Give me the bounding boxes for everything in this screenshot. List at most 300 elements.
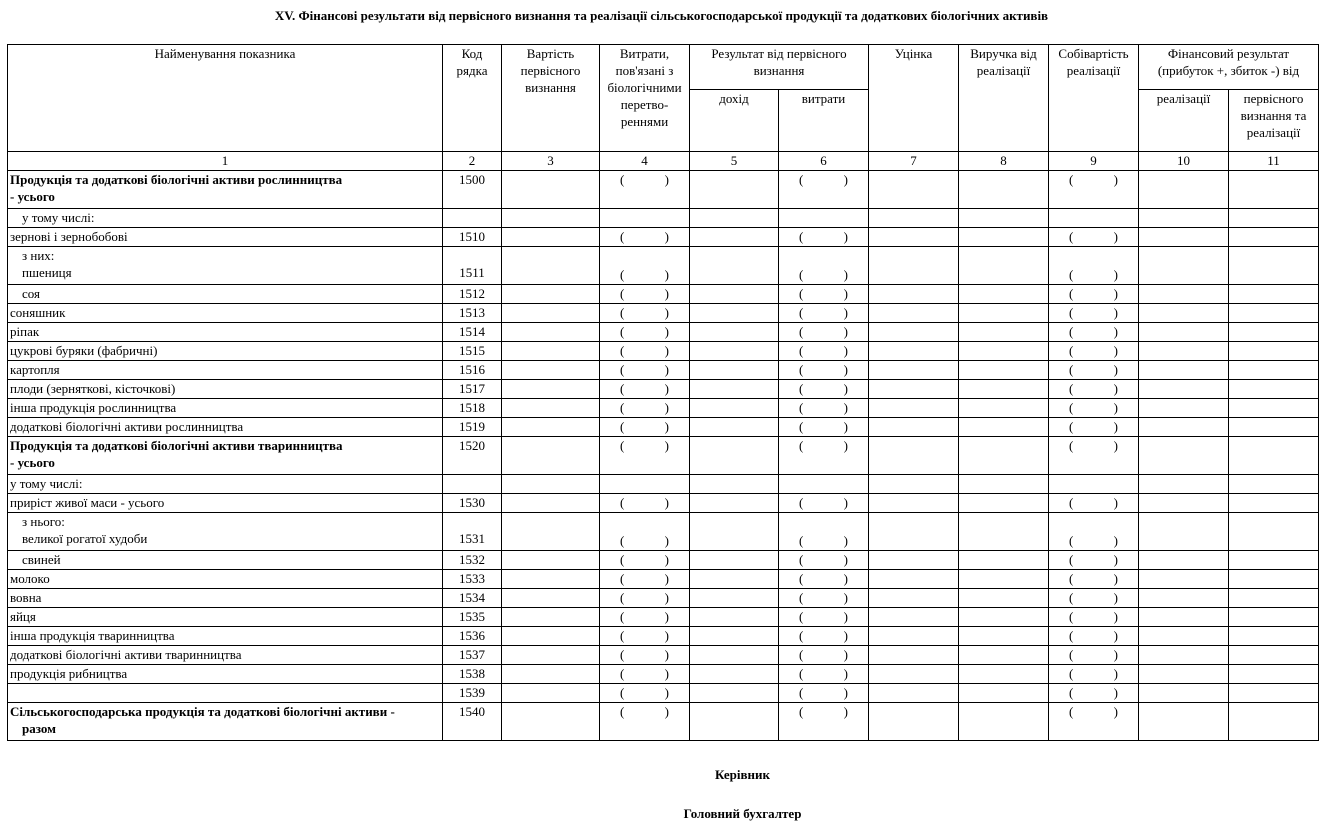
value-cell-col-6[interactable]: [779, 665, 869, 684]
value-cell-col-8[interactable]: [959, 646, 1049, 665]
value-cell-col-4[interactable]: [600, 684, 690, 703]
value-cell-col-4[interactable]: [600, 285, 690, 304]
value-cell-col-5[interactable]: [690, 247, 779, 285]
value-cell-col-5[interactable]: [690, 285, 779, 304]
value-cell-col-8[interactable]: [959, 418, 1049, 437]
value-cell-col-3[interactable]: [502, 399, 600, 418]
row-label-continued: - усього: [10, 455, 55, 470]
value-cell-col-7[interactable]: [869, 342, 959, 361]
negative-value-brackets: [781, 589, 866, 606]
row-code: 1514: [459, 324, 485, 339]
value-cell-col-6[interactable]: [779, 589, 869, 608]
negative-value-brackets: [602, 570, 687, 587]
value-cell-col-7[interactable]: [869, 665, 959, 684]
value-cell-col-6[interactable]: [779, 703, 869, 741]
value-cell-col-8[interactable]: [959, 361, 1049, 380]
value-cell-col-8[interactable]: [959, 304, 1049, 323]
value-cell-col-10[interactable]: [1139, 247, 1229, 285]
value-cell-col-9[interactable]: [1049, 228, 1139, 247]
value-cell-col-5[interactable]: [690, 399, 779, 418]
value-cell-col-6[interactable]: [779, 494, 869, 513]
value-cell-col-11[interactable]: [1229, 589, 1319, 608]
row-label-continued: великої рогатої худоби: [22, 531, 148, 546]
value-cell-col-8[interactable]: [959, 342, 1049, 361]
negative-value-brackets: [781, 551, 866, 568]
value-cell-col-9[interactable]: [1049, 304, 1139, 323]
value-cell-col-7[interactable]: [869, 646, 959, 665]
value-cell-col-4[interactable]: [600, 418, 690, 437]
value-cell-col-3[interactable]: [502, 513, 600, 551]
value-cell-col-3[interactable]: [502, 551, 600, 570]
value-cell-col-3[interactable]: [502, 228, 600, 247]
open-bracket: (: [799, 324, 804, 339]
value-cell-col-9[interactable]: [1049, 399, 1139, 418]
value-cell-col-4[interactable]: [600, 608, 690, 627]
row-label: Продукція та додаткові біологічні активи рослинництва: [10, 172, 343, 187]
value-cell-col-6[interactable]: [779, 399, 869, 418]
header-result-group: Результат від первісного визнання: [690, 45, 869, 90]
value-cell-col-11[interactable]: [1229, 646, 1319, 665]
value-cell-col-7[interactable]: [869, 513, 959, 551]
value-cell-col-11[interactable]: [1229, 551, 1319, 570]
value-cell-col-3[interactable]: [502, 437, 600, 475]
value-cell-col-6[interactable]: [779, 380, 869, 399]
value-cell-col-6[interactable]: [779, 171, 869, 209]
table-row: [8, 627, 1319, 646]
value-cell-col-10[interactable]: [1139, 570, 1229, 589]
value-cell-col-4[interactable]: [600, 342, 690, 361]
value-cell-col-10[interactable]: [1139, 304, 1229, 323]
value-cell-col-5[interactable]: [690, 608, 779, 627]
value-cell-col-3[interactable]: [502, 285, 600, 304]
close-bracket: ): [843, 286, 848, 301]
row-code: 1520: [459, 438, 485, 453]
value-cell-col-11[interactable]: [1229, 513, 1319, 551]
value-cell-col-10[interactable]: [1139, 589, 1229, 608]
value-cell-col-10[interactable]: [1139, 646, 1229, 665]
open-bracket: (: [1069, 381, 1074, 396]
value-cell-col-11[interactable]: [1229, 665, 1319, 684]
value-cell-col-11[interactable]: [1229, 304, 1319, 323]
value-cell-col-7[interactable]: [869, 551, 959, 570]
value-cell-col-11[interactable]: [1229, 399, 1319, 418]
value-cell-col-9[interactable]: [1049, 437, 1139, 475]
value-cell-col-5[interactable]: [690, 684, 779, 703]
value-cell-col-8[interactable]: [959, 228, 1049, 247]
column-number: 2: [443, 152, 502, 171]
value-cell-col-7[interactable]: [869, 304, 959, 323]
value-cell-col-3[interactable]: [502, 570, 600, 589]
row-code: 1510: [459, 229, 485, 244]
header-income: дохід: [690, 90, 779, 152]
value-cell-col-7[interactable]: [869, 589, 959, 608]
value-cell-col-9[interactable]: [1049, 570, 1139, 589]
value-cell-col-4[interactable]: [600, 247, 690, 285]
value-cell-col-8[interactable]: [959, 437, 1049, 475]
value-cell-col-10[interactable]: [1139, 513, 1229, 551]
value-cell-col-5[interactable]: [690, 342, 779, 361]
value-cell-col-6[interactable]: [779, 627, 869, 646]
value-cell-col-6[interactable]: [779, 684, 869, 703]
value-cell-col-7[interactable]: [869, 380, 959, 399]
value-cell-col-9[interactable]: [1049, 684, 1139, 703]
value-cell-col-4[interactable]: [600, 665, 690, 684]
value-cell-col-10[interactable]: [1139, 684, 1229, 703]
value-cell-col-5[interactable]: [690, 304, 779, 323]
row-label: цукрові буряки (фабричні): [10, 343, 158, 358]
value-cell-col-4[interactable]: [600, 703, 690, 741]
value-cell-col-6[interactable]: [779, 437, 869, 475]
negative-value-brackets: [602, 551, 687, 568]
negative-value-brackets: [602, 589, 687, 606]
value-cell-col-11[interactable]: [1229, 247, 1319, 285]
value-cell-col-3[interactable]: [502, 589, 600, 608]
negative-value-brackets: [781, 304, 866, 321]
value-cell-col-5[interactable]: [690, 646, 779, 665]
value-cell-col-4[interactable]: [600, 646, 690, 665]
close-bracket: ): [843, 704, 848, 719]
value-cell-col-9[interactable]: [1049, 171, 1139, 209]
value-cell-col-10[interactable]: [1139, 171, 1229, 209]
open-bracket: (: [1069, 590, 1074, 605]
value-cell-col-7[interactable]: [869, 247, 959, 285]
value-cell-col-11[interactable]: [1229, 570, 1319, 589]
open-bracket: (: [1069, 343, 1074, 358]
value-cell-col-11[interactable]: [1229, 228, 1319, 247]
value-cell-col-11[interactable]: [1229, 361, 1319, 380]
value-cell-col-9[interactable]: [1049, 342, 1139, 361]
value-cell-col-8[interactable]: [959, 285, 1049, 304]
value-cell-col-8[interactable]: [959, 513, 1049, 551]
close-bracket: ): [1113, 609, 1118, 624]
value-cell-col-4[interactable]: [600, 494, 690, 513]
value-cell-col-11[interactable]: [1229, 285, 1319, 304]
value-cell-col-11[interactable]: [1229, 608, 1319, 627]
value-cell-col-7[interactable]: [869, 399, 959, 418]
negative-value-brackets: [781, 570, 866, 587]
column-number: 8: [959, 152, 1049, 171]
value-cell-col-3[interactable]: [502, 209, 600, 228]
negative-value-brackets: [1051, 361, 1136, 378]
value-cell-col-6[interactable]: [779, 513, 869, 551]
value-cell-col-11[interactable]: [1229, 684, 1319, 703]
value-cell-col-4[interactable]: [600, 399, 690, 418]
value-cell-col-7[interactable]: [869, 494, 959, 513]
close-bracket: ): [664, 305, 669, 320]
value-cell-col-10[interactable]: [1139, 380, 1229, 399]
value-cell-col-3[interactable]: [502, 684, 600, 703]
value-cell-col-3[interactable]: [502, 380, 600, 399]
value-cell-col-7[interactable]: [869, 627, 959, 646]
value-cell-col-5[interactable]: [690, 589, 779, 608]
row-name-cell: [8, 228, 443, 247]
value-cell-col-6[interactable]: [779, 304, 869, 323]
value-cell-col-4[interactable]: [600, 323, 690, 342]
value-cell-col-4[interactable]: [600, 171, 690, 209]
negative-value-brackets: [781, 494, 866, 511]
row-label: з нього:: [22, 514, 65, 529]
value-cell-col-7[interactable]: [869, 608, 959, 627]
negative-value-brackets: [1051, 171, 1136, 188]
negative-value-brackets: [781, 646, 866, 663]
value-cell-col-7[interactable]: [869, 323, 959, 342]
value-cell-col-10[interactable]: [1139, 494, 1229, 513]
value-cell-col-5[interactable]: [690, 570, 779, 589]
value-cell-col-9[interactable]: [1049, 646, 1139, 665]
close-bracket: ): [843, 647, 848, 662]
value-cell-col-4[interactable]: [600, 304, 690, 323]
value-cell-col-8[interactable]: [959, 247, 1049, 285]
value-cell-col-5[interactable]: [690, 703, 779, 741]
value-cell-col-3[interactable]: [502, 323, 600, 342]
value-cell-col-4[interactable]: [600, 513, 690, 551]
negative-value-brackets: [602, 646, 687, 663]
value-cell-col-10[interactable]: [1139, 418, 1229, 437]
value-cell-col-7[interactable]: [869, 684, 959, 703]
value-cell-col-9[interactable]: [1049, 627, 1139, 646]
value-cell-col-6[interactable]: [779, 342, 869, 361]
value-cell-col-6[interactable]: [779, 608, 869, 627]
negative-value-brackets: [1051, 418, 1136, 435]
value-cell-col-6[interactable]: [779, 285, 869, 304]
value-cell-col-3[interactable]: [502, 646, 600, 665]
value-cell-col-10[interactable]: [1139, 209, 1229, 228]
open-bracket: (: [799, 362, 804, 377]
value-cell-col-4[interactable]: [600, 551, 690, 570]
value-cell-col-8[interactable]: [959, 551, 1049, 570]
row-code: 1512: [459, 286, 485, 301]
value-cell-col-10[interactable]: [1139, 551, 1229, 570]
value-cell-col-5[interactable]: [690, 437, 779, 475]
value-cell-col-11[interactable]: [1229, 171, 1319, 209]
table-row: [8, 304, 1319, 323]
value-cell-col-6[interactable]: [779, 247, 869, 285]
value-cell-col-4[interactable]: [600, 475, 690, 494]
value-cell-col-6[interactable]: [779, 323, 869, 342]
row-code: 1537: [459, 647, 485, 662]
value-cell-col-7[interactable]: [869, 418, 959, 437]
value-cell-col-10[interactable]: [1139, 285, 1229, 304]
open-bracket: (: [799, 552, 804, 567]
close-bracket: ): [843, 324, 848, 339]
value-cell-col-4[interactable]: [600, 361, 690, 380]
value-cell-col-8[interactable]: [959, 589, 1049, 608]
value-cell-col-11[interactable]: [1229, 380, 1319, 399]
value-cell-col-8[interactable]: [959, 703, 1049, 741]
value-cell-col-9[interactable]: [1049, 494, 1139, 513]
value-cell-col-11[interactable]: [1229, 437, 1319, 475]
value-cell-col-3[interactable]: [502, 247, 600, 285]
value-cell-col-9[interactable]: [1049, 209, 1139, 228]
value-cell-col-3[interactable]: [502, 627, 600, 646]
value-cell-col-4[interactable]: [600, 437, 690, 475]
value-cell-col-5[interactable]: [690, 361, 779, 380]
value-cell-col-11[interactable]: [1229, 475, 1319, 494]
value-cell-col-9[interactable]: [1049, 418, 1139, 437]
value-cell-col-6[interactable]: [779, 570, 869, 589]
value-cell-col-10[interactable]: [1139, 228, 1229, 247]
value-cell-col-5[interactable]: [690, 627, 779, 646]
value-cell-col-5[interactable]: [690, 513, 779, 551]
value-cell-col-9[interactable]: [1049, 361, 1139, 380]
close-bracket: ): [843, 229, 848, 244]
close-bracket: ): [1113, 628, 1118, 643]
value-cell-col-6[interactable]: [779, 551, 869, 570]
value-cell-col-10[interactable]: [1139, 437, 1229, 475]
value-cell-col-7[interactable]: [869, 703, 959, 741]
value-cell-col-8[interactable]: [959, 570, 1049, 589]
value-cell-col-4[interactable]: [600, 228, 690, 247]
value-cell-col-11[interactable]: [1229, 209, 1319, 228]
value-cell-col-9[interactable]: [1049, 475, 1139, 494]
column-number: 1: [8, 152, 443, 171]
value-cell-col-7[interactable]: [869, 437, 959, 475]
value-cell-col-5[interactable]: [690, 380, 779, 399]
value-cell-col-11[interactable]: [1229, 418, 1319, 437]
open-bracket: (: [620, 286, 625, 301]
value-cell-col-3[interactable]: [502, 608, 600, 627]
value-cell-col-5[interactable]: [690, 323, 779, 342]
value-cell-col-8[interactable]: [959, 608, 1049, 627]
value-cell-col-10[interactable]: [1139, 361, 1229, 380]
value-cell-col-3[interactable]: [502, 494, 600, 513]
value-cell-col-9[interactable]: [1049, 665, 1139, 684]
close-bracket: ): [843, 400, 848, 415]
value-cell-col-11[interactable]: [1229, 323, 1319, 342]
negative-value-brackets: [602, 665, 687, 682]
row-name-cell: [8, 570, 443, 589]
value-cell-col-3[interactable]: [502, 703, 600, 741]
table-row: [8, 247, 1319, 285]
value-cell-col-10[interactable]: [1139, 608, 1229, 627]
value-cell-col-5[interactable]: [690, 475, 779, 494]
value-cell-col-7[interactable]: [869, 570, 959, 589]
value-cell-col-5[interactable]: [690, 228, 779, 247]
value-cell-col-3[interactable]: [502, 361, 600, 380]
value-cell-col-8[interactable]: [959, 209, 1049, 228]
value-cell-col-3[interactable]: [502, 665, 600, 684]
value-cell-col-3[interactable]: [502, 304, 600, 323]
value-cell-col-9[interactable]: [1049, 323, 1139, 342]
value-cell-col-5[interactable]: [690, 551, 779, 570]
value-cell-col-10[interactable]: [1139, 703, 1229, 741]
value-cell-col-9[interactable]: [1049, 608, 1139, 627]
value-cell-col-3[interactable]: [502, 342, 600, 361]
value-cell-col-4[interactable]: [600, 380, 690, 399]
value-cell-col-6[interactable]: [779, 209, 869, 228]
value-cell-col-6[interactable]: [779, 475, 869, 494]
value-cell-col-8[interactable]: [959, 323, 1049, 342]
value-cell-col-4[interactable]: [600, 570, 690, 589]
negative-value-brackets: [1051, 494, 1136, 511]
negative-value-brackets: [1051, 285, 1136, 302]
header-markdown: Уцінка: [869, 45, 959, 152]
value-cell-col-5[interactable]: [690, 418, 779, 437]
column-number: 4: [600, 152, 690, 171]
negative-value-brackets: [781, 171, 866, 188]
value-cell-col-9[interactable]: [1049, 285, 1139, 304]
value-cell-col-9[interactable]: [1049, 589, 1139, 608]
value-cell-col-9[interactable]: [1049, 513, 1139, 551]
value-cell-col-9[interactable]: [1049, 551, 1139, 570]
value-cell-col-3[interactable]: [502, 418, 600, 437]
value-cell-col-3[interactable]: [502, 171, 600, 209]
value-cell-col-8[interactable]: [959, 475, 1049, 494]
open-bracket: (: [799, 533, 804, 548]
value-cell-col-11[interactable]: [1229, 494, 1319, 513]
open-bracket: (: [799, 685, 804, 700]
negative-value-brackets: [1051, 228, 1136, 245]
row-label: картопля: [10, 362, 60, 377]
value-cell-col-8[interactable]: [959, 665, 1049, 684]
value-cell-col-10[interactable]: [1139, 399, 1229, 418]
value-cell-col-4[interactable]: [600, 589, 690, 608]
value-cell-col-11[interactable]: [1229, 703, 1319, 741]
value-cell-col-10[interactable]: [1139, 665, 1229, 684]
open-bracket: (: [799, 400, 804, 415]
table-row: [8, 703, 1319, 741]
table-row: [8, 684, 1319, 703]
value-cell-col-8[interactable]: [959, 684, 1049, 703]
value-cell-col-6[interactable]: [779, 646, 869, 665]
value-cell-col-8[interactable]: [959, 380, 1049, 399]
negative-value-brackets: [781, 608, 866, 625]
value-cell-col-7[interactable]: [869, 475, 959, 494]
row-code-cell: [443, 171, 502, 209]
value-cell-col-7[interactable]: [869, 228, 959, 247]
value-cell-col-7[interactable]: [869, 285, 959, 304]
value-cell-col-7[interactable]: [869, 361, 959, 380]
close-bracket: ): [664, 400, 669, 415]
value-cell-col-9[interactable]: [1049, 247, 1139, 285]
value-cell-col-5[interactable]: [690, 494, 779, 513]
value-cell-col-8[interactable]: [959, 399, 1049, 418]
value-cell-col-6[interactable]: [779, 361, 869, 380]
value-cell-col-7[interactable]: [869, 209, 959, 228]
value-cell-col-4[interactable]: [600, 627, 690, 646]
row-code-cell: [443, 418, 502, 437]
value-cell-col-7[interactable]: [869, 171, 959, 209]
value-cell-col-9[interactable]: [1049, 703, 1139, 741]
value-cell-col-5[interactable]: [690, 665, 779, 684]
value-cell-col-4[interactable]: [600, 209, 690, 228]
value-cell-col-5[interactable]: [690, 209, 779, 228]
value-cell-col-11[interactable]: [1229, 627, 1319, 646]
negative-value-brackets: [781, 684, 866, 701]
value-cell-col-9[interactable]: [1049, 380, 1139, 399]
close-bracket: ): [1113, 267, 1118, 282]
value-cell-col-5[interactable]: [690, 171, 779, 209]
value-cell-col-10[interactable]: [1139, 627, 1229, 646]
row-code-cell: [443, 513, 502, 551]
value-cell-col-8[interactable]: [959, 171, 1049, 209]
open-bracket: (: [1069, 666, 1074, 681]
value-cell-col-6[interactable]: [779, 418, 869, 437]
value-cell-col-10[interactable]: [1139, 475, 1229, 494]
value-cell-col-11[interactable]: [1229, 342, 1319, 361]
value-cell-col-3[interactable]: [502, 475, 600, 494]
value-cell-col-8[interactable]: [959, 627, 1049, 646]
close-bracket: ): [1113, 286, 1118, 301]
value-cell-col-6[interactable]: [779, 228, 869, 247]
value-cell-col-8[interactable]: [959, 494, 1049, 513]
row-name-cell: [8, 342, 443, 361]
negative-value-brackets: [1051, 646, 1136, 663]
open-bracket: (: [1069, 495, 1074, 510]
close-bracket: ): [1113, 647, 1118, 662]
value-cell-col-10[interactable]: [1139, 323, 1229, 342]
value-cell-col-10[interactable]: [1139, 342, 1229, 361]
